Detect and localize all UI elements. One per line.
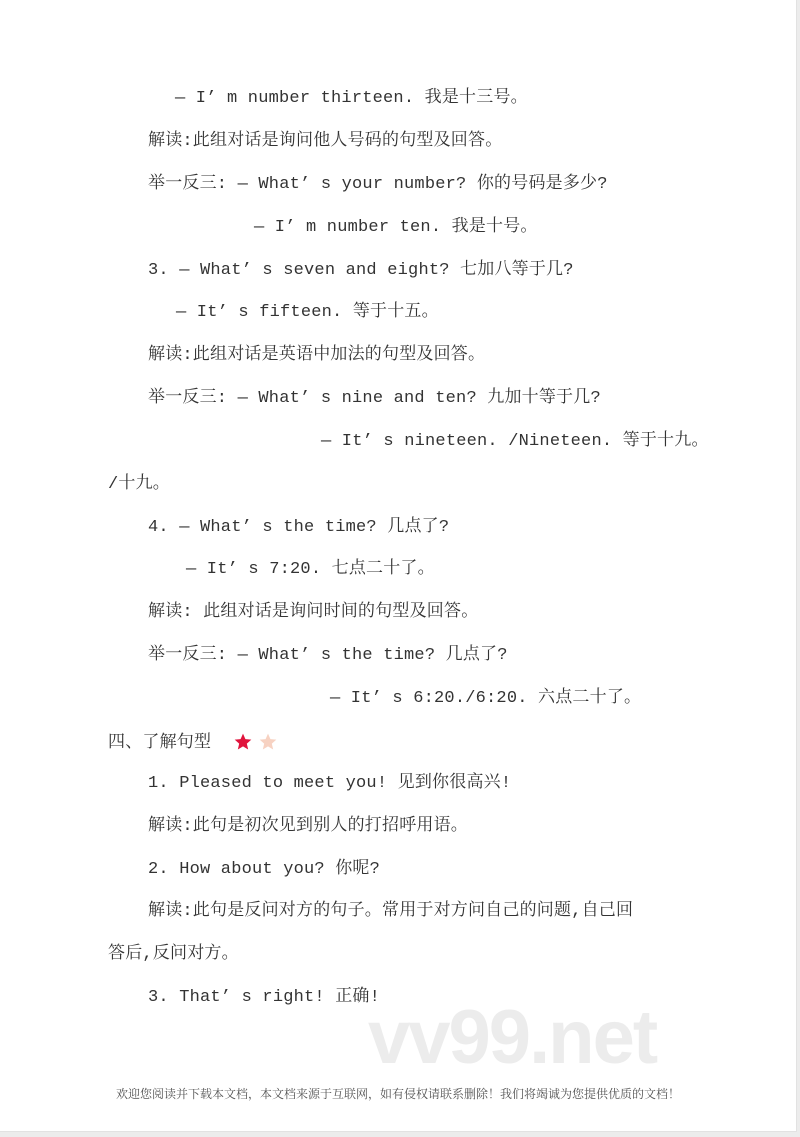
star-faded-icon bbox=[258, 732, 278, 752]
section-heading bbox=[108, 731, 278, 753]
text-line: 4. — What’ s the time? 几点了? bbox=[148, 518, 450, 537]
text-line: /十九。 bbox=[108, 475, 171, 494]
text-line: 3. — What’ s seven and eight? 七加八等于几? bbox=[148, 261, 574, 280]
text-line: 解读:此句是初次见到别人的打招呼用语。 bbox=[148, 817, 469, 836]
text-line: — I’ m number thirteen. 我是十三号。 bbox=[175, 89, 528, 108]
text-line: 3. That’ s right! 正确! bbox=[148, 988, 381, 1007]
text-line: 解读:此组对话是询问他人号码的句型及回答。 bbox=[148, 132, 503, 151]
difficulty-rating bbox=[233, 731, 279, 753]
text-line: 2. How about you? 你呢? bbox=[148, 860, 381, 879]
watermark: vv99.net bbox=[368, 995, 657, 1080]
text-line: — It’ s 7:20. 七点二十了。 bbox=[186, 560, 435, 579]
text-line: — It’ s nineteen. /Nineteen. 等于十九。 bbox=[321, 432, 709, 451]
text-line: 解读:此句是反问对方的句子。常用于对方问自己的问题,自己回 bbox=[148, 902, 634, 921]
text-line: — It’ s fifteen. 等于十五。 bbox=[176, 303, 439, 322]
star-filled-icon bbox=[233, 732, 253, 752]
section-heading-text: 四、了解句型 bbox=[108, 732, 212, 752]
text-line: 解读:此组对话是英语中加法的句型及回答。 bbox=[148, 346, 486, 365]
text-line: 解读: 此组对话是询问时间的句型及回答。 bbox=[148, 603, 479, 622]
text-line: 举一反三: — What’ s your number? 你的号码是多少? bbox=[148, 175, 608, 194]
text-line: 1. Pleased to meet you! 见到你很高兴! bbox=[148, 774, 512, 793]
text-line: — I’ m number ten. 我是十号。 bbox=[254, 218, 538, 237]
text-line: 举一反三: — What’ s nine and ten? 九加十等于几? bbox=[148, 389, 601, 408]
text-line: — It’ s 6:20./6:20. 六点二十了。 bbox=[330, 689, 642, 708]
text-line: 举一反三: — What’ s the time? 几点了? bbox=[148, 646, 508, 665]
footer-disclaimer: 欢迎您阅读并下载本文档，本文档来源于互联网，如有侵权请联系删除！我们将竭诚为您提供优质的文档！ bbox=[115, 1087, 680, 1101]
text-line: 答后,反问对方。 bbox=[108, 945, 239, 964]
